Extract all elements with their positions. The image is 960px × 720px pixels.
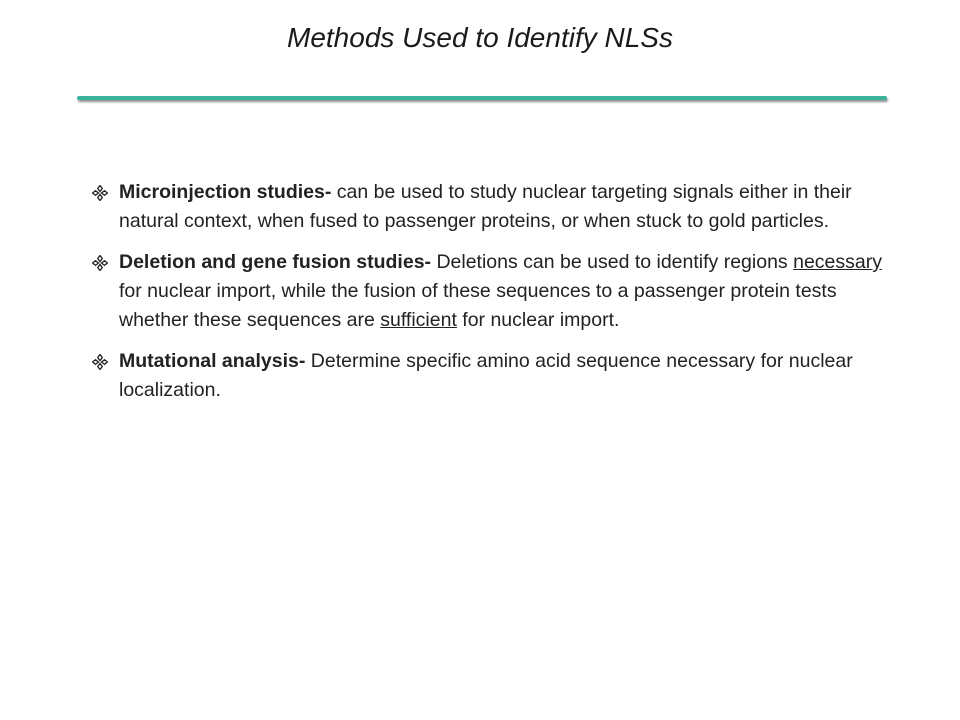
- bullet-microinjection: [92, 178, 892, 236]
- bullet-mutational-analysis: [92, 347, 892, 405]
- bullet-text: Deletions can be used to identify regions: [431, 251, 794, 273]
- bullet-deletion-fusion: [92, 248, 892, 335]
- bullet-text: for nuclear import.: [456, 309, 620, 331]
- bullet-heading: Microinjection studies-: [119, 181, 332, 203]
- underlined-term-necessary: necessary: [793, 251, 882, 273]
- title-divider: [77, 96, 887, 100]
- bullet-heading: Deletion and gene fusion studies-: [119, 251, 432, 273]
- slide-title: Methods Used to Identify NLSs: [287, 22, 673, 53]
- bullet-text: can be used to study nuclear targeting signals either in their natural context, when fused to passenger proteins, or when stuck to gold particles.: [119, 181, 852, 232]
- four-diamond-bullet-icon: [92, 354, 108, 370]
- bullet-text: for nuclear import, while the fusion of these sequences to a passenger protein tests whether these sequences are: [119, 280, 837, 331]
- bullet-heading: Mutational analysis-: [119, 350, 306, 372]
- four-diamond-bullet-icon: [92, 185, 108, 201]
- four-diamond-bullet-icon: [92, 255, 108, 271]
- bullet-text: Determine specific amino acid sequence necessary for nuclear localization.: [119, 350, 853, 401]
- underlined-term-sufficient: sufficient: [380, 309, 457, 331]
- bullet-list: [92, 178, 892, 417]
